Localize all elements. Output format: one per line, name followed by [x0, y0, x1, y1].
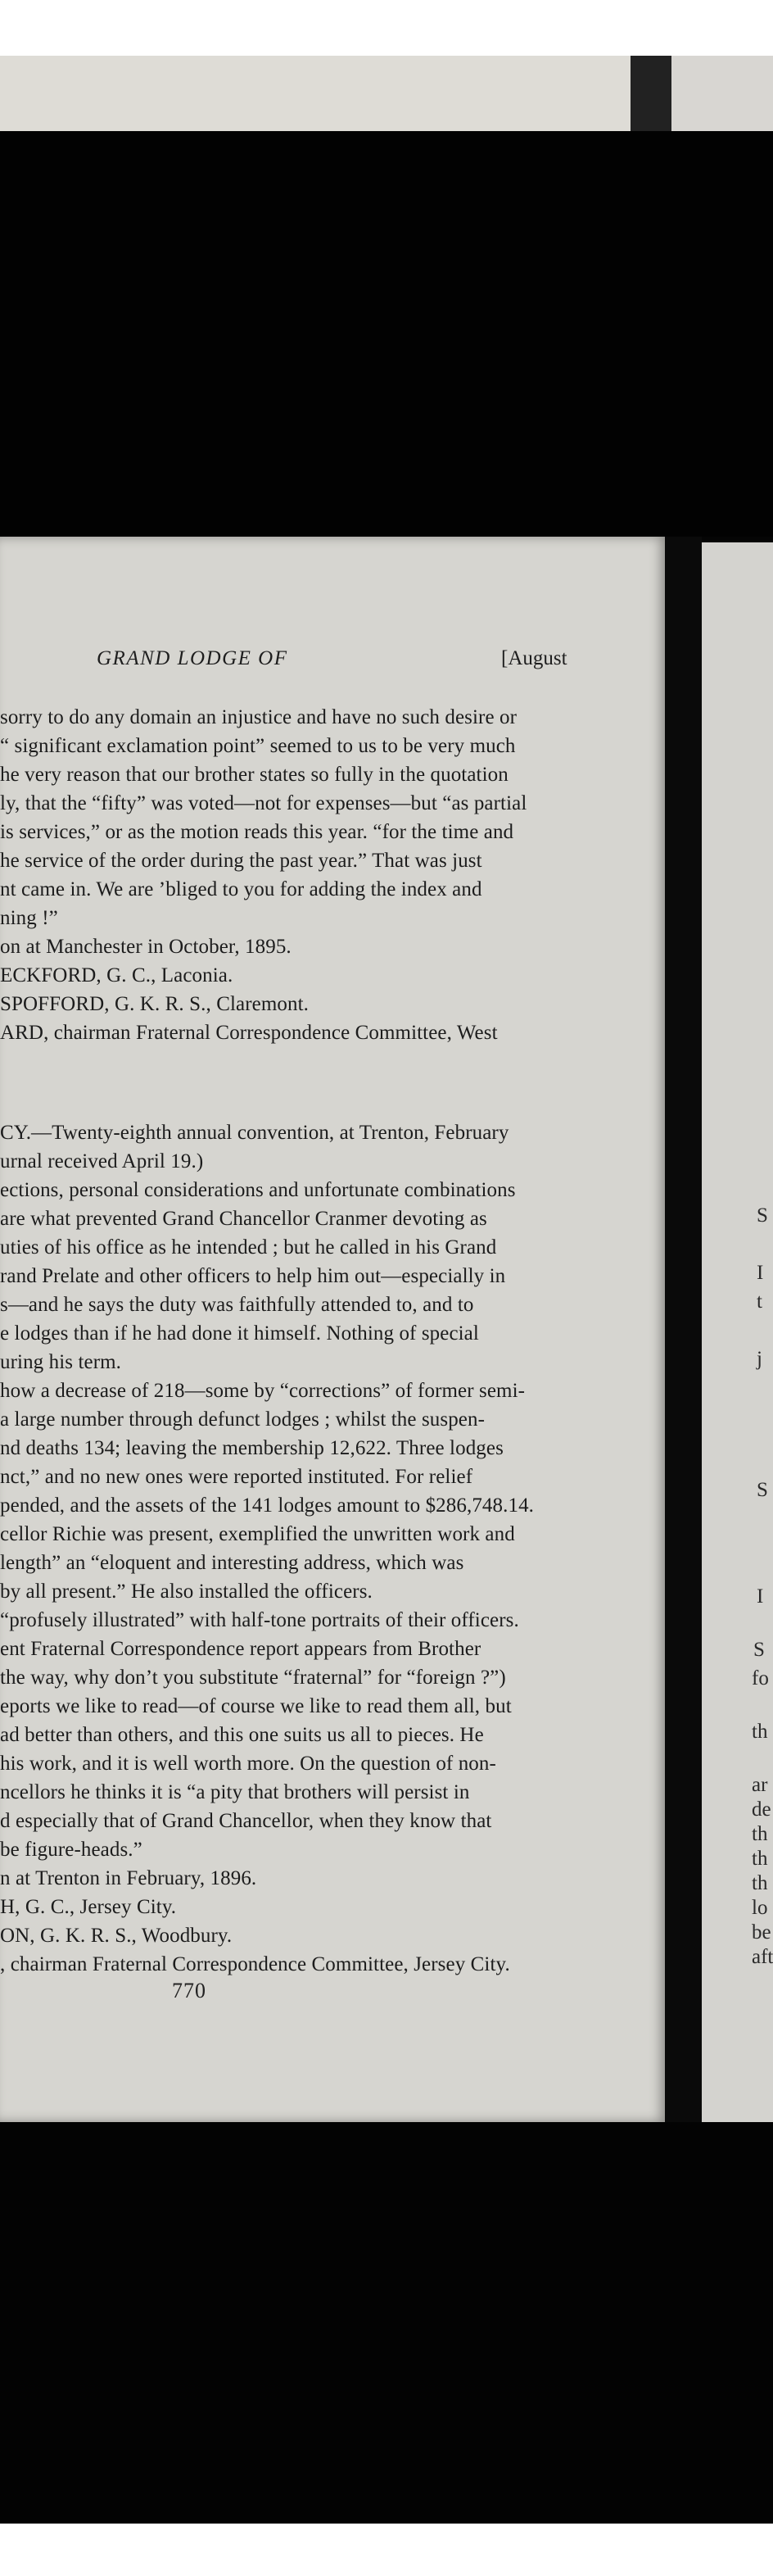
text-line: nt came in. We are ’bliged to you for adding the index and: [0, 878, 482, 900]
right-page-fragment: lo: [752, 1897, 768, 1919]
text-line: ning !”: [0, 907, 58, 929]
text-line: uring his term.: [0, 1351, 122, 1373]
running-head: GRAND LODGE OF: [97, 647, 288, 669]
text-line: d especially that of Grand Chancellor, when they know that: [0, 1810, 492, 1832]
text-line: uties of his office as he intended ; but he called in his Grand: [0, 1236, 497, 1259]
right-page-fragment: I: [757, 1585, 764, 1608]
text-line: are what prevented Grand Chancellor Cranmer devoting as: [0, 1208, 487, 1230]
running-month: [August: [501, 647, 567, 669]
text-line: he very reason that our brother states so fully in the quotation: [0, 764, 509, 786]
text-line: ly, that the “fifty” was voted—not for expenses—but “as partial: [0, 792, 527, 814]
text-line: SPOFFORD, G. K. R. S., Claremont.: [0, 993, 309, 1015]
text-line: ARD, chairman Fraternal Correspondence Committee, West: [0, 1022, 498, 1044]
right-page-fragment: th: [752, 1721, 768, 1743]
text-line: urnal received April 19.): [0, 1150, 204, 1172]
right-page-fragment: I: [757, 1262, 764, 1284]
text-line: ent Fraternal Correspondence report appears from Brother: [0, 1638, 481, 1660]
text-line: nct,” and no new ones were reported instituted. For relief: [0, 1466, 473, 1488]
text-line: sorry to do any domain an injustice and have no such desire or: [0, 706, 518, 728]
text-line: the way, why don’t you substitute “fraternal” for “foreign ?”): [0, 1667, 506, 1689]
text-line: s—and he says the duty was faithfully attended to, and to: [0, 1294, 474, 1316]
text-line: ad better than others, and this one suits us all to pieces. He: [0, 1724, 484, 1746]
text-line: pended, and the assets of the 141 lodges amount to $286,748.14.: [0, 1494, 535, 1517]
text-line: ECKFORD, G. C., Laconia.: [0, 964, 233, 986]
right-page-fragment: ar: [752, 1774, 768, 1796]
text-line: is services,” or as the motion reads this year. “for the time and: [0, 821, 514, 843]
text-line: nd deaths 134; leaving the membership 12,622. Three lodges: [0, 1437, 504, 1459]
film-frame-top: [0, 56, 631, 138]
page-gutter: [665, 537, 702, 2126]
text-line: ections, personal considerations and unfortunate combinations: [0, 1179, 516, 1201]
right-page-fragment: S: [753, 1639, 765, 1661]
text-line: ON, G. K. R. S., Woodbury.: [0, 1925, 233, 1947]
text-line: how a decrease of 218—some by “corrections” of former semi-: [0, 1380, 526, 1402]
text-line: a large number through defunct lodges ; whilst the suspen-: [0, 1408, 486, 1431]
right-page-fragment: t: [757, 1290, 762, 1313]
text-line: “profusely illustrated” with half-tone portraits of their officers.: [0, 1609, 519, 1631]
film-black-band-bottom: [0, 2122, 773, 2524]
text-line: his work, and it is well worth more. On the question of non-: [0, 1753, 496, 1775]
right-page-fragment: th: [752, 1848, 768, 1870]
text-line: cellor Richie was present, exemplified the unwritten work and: [0, 1523, 515, 1545]
right-page-fragment: th: [752, 1823, 768, 1845]
right-page-fragment: fo: [752, 1667, 769, 1689]
text-line: H, G. C., Jersey City.: [0, 1896, 177, 1918]
right-page-fragment: S: [757, 1479, 768, 1501]
right-page-fragment: aft: [752, 1946, 773, 1968]
film-black-band-top: [0, 131, 773, 541]
right-page-fragment: th: [752, 1872, 768, 1894]
film-frame-top-right: [671, 56, 773, 138]
right-page-fragment: be: [752, 1921, 771, 1943]
text-line: n at Trenton in February, 1896.: [0, 1867, 257, 1889]
text-line: on at Manchester in October, 1895.: [0, 936, 292, 958]
text-line: ncellors he thinks it is “a pity that brothers will persist in: [0, 1781, 470, 1803]
page-number: 770: [172, 1979, 206, 2002]
text-line: length” an “eloquent and interesting address, which was: [0, 1552, 464, 1574]
top-margin: [0, 0, 773, 56]
text-line: rand Prelate and other officers to help him out—especially in: [0, 1265, 506, 1287]
text-line: “ significant exclamation point” seemed to us to be very much: [0, 735, 516, 757]
text-line: eports we like to read—of course we like to read them all, but: [0, 1695, 512, 1717]
right-page-fragment: S: [757, 1204, 768, 1227]
right-page-fragment: de: [752, 1798, 771, 1821]
right-page-fragment: j: [757, 1348, 762, 1370]
bottom-margin: [0, 2524, 773, 2576]
text-line: CY.—Twenty-eighth annual convention, at Trenton, February: [0, 1122, 509, 1144]
text-line: by all present.” He also installed the officers.: [0, 1581, 373, 1603]
text-line: he service of the order during the past year.” That was just: [0, 850, 482, 872]
text-line: , chairman Fraternal Correspondence Committee, Jersey City.: [0, 1953, 510, 1975]
text-line: e lodges than if he had done it himself. Nothing of special: [0, 1322, 479, 1345]
text-line: be figure-heads.”: [0, 1839, 142, 1861]
film-gutter-top: [631, 56, 671, 138]
